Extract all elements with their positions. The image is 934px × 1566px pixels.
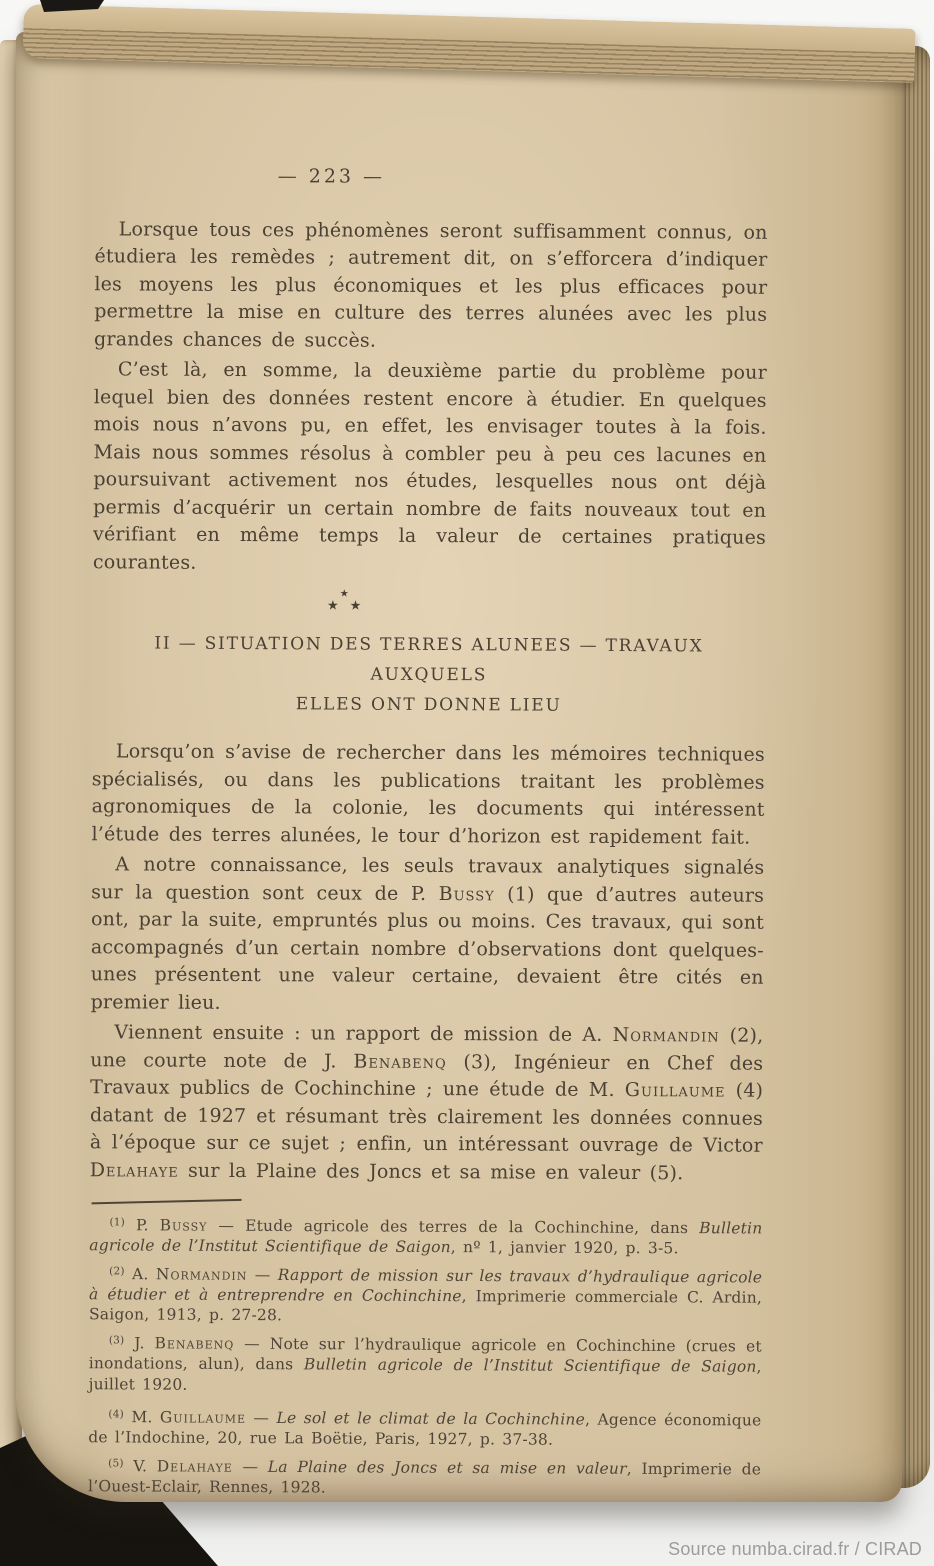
- section-heading: [92, 628, 765, 722]
- body-paragraph-5: Viennent ensuite : un rapport de mission de A. Normandin (2), une courte note de J. Benabenq (3), Ingénieur en Chef des Travaux publics de Cochinchine ; une étude de M. Guillaume (4) datant de 1927 et résumant très clairement les données connues à l’époque sur ce sujet ; enfin, un intéressant ouvrage de Victor Delahaye sur la Plaine des Joncs et sa mise en valeur (5).: [89, 1021, 764, 1184]
- footnote-3: $^{(3)}$ J. Benabenq — Note sur l’hydraulique agricole en Cochinchine (crues et inondations, alun), dans Bulletin agricole de l’Institut Scientifique de Saigon, juillet 1920.: [88, 1334, 762, 1394]
- page-number: — 223 —: [277, 165, 386, 188]
- section-heading-line2: ELLES ONT DONNE LIEU: [295, 694, 562, 716]
- body-paragraph-3: Lorsqu’on s’avise de rechercher dans les mémoires techniques spécialisés, ou dans les publications traitant les problèmes agronomiques de la colonie, les documents qui intéressent l’étude des terres alunées, le tour d’horizon est rapidement fait.: [91, 740, 765, 849]
- footnote-rule: [92, 1199, 242, 1204]
- body-paragraph-1: Lorsque tous ces phénomènes seront suffisamment connus, on étudiera les remèdes ; autrement dit, on s’efforcera d’indiquer les moyens les plus économiques et les plus efficaces pour permettre la mise en culture des terres alunées avec les plus grandes chances de succès.: [94, 217, 768, 352]
- footnote-5: $^{(5)}$ V. Delahaye — La Plaine des Joncs et sa mise en valeur, Imprimerie de l’Ouest-Eclair, Rennes, 1928.: [88, 1457, 762, 1497]
- footnote-2: $^{(2)}$ A. Normandin — Rapport de mission sur les travaux d’hydraulique agricole à étudier et à entreprendre en Cochinchine, Imprimerie commerciale C. Ardin, Saigon, 1913, p. 27-28.: [88, 1264, 763, 1325]
- footnotes-block: [88, 1200, 763, 1500]
- asterism-separator: [314, 589, 374, 613]
- asterism-top-star: ★: [339, 588, 349, 600]
- section-heading-line1: II — SITUATION DES TERRES ALUNEES — TRAVAUX AUXQUELS: [154, 633, 704, 686]
- body-paragraph-2: C’est là, en somme, la deuxième partie du problème pour lequel bien des données restent encore à étudier. En quelques mois nous n’avons pu, en effet, les envisager toutes à la fois. Mais nous sommes résolus à combler peu à peu ces lacunes en poursuivant activement nos études, lesquelles nous ont déjà permis d’acquérir un certain nombre de faits nouveaux tout en vérifiant en même temps la valeur de certaines pratiques courantes.: [92, 358, 767, 574]
- paper-surface: [16, 32, 902, 1502]
- footnote-4: $^{(4)}$ M. Guillaume — Le sol et le climat de la Cochinchine, Agence économique de l’Indochine, 20, rue La Boëtie, Paris, 1927, p. 37-38.: [88, 1408, 762, 1450]
- footnote-1: $^{(1)}$ P. Bussy — Etude agricole des terres de la Cochinchine, dans Bulletin agricole de l’Institut Scientifique de Saigon, nº 1, janvier 1920, p. 3-5.: [89, 1216, 763, 1258]
- source-attribution: Source numba.cirad.fr / CIRAD: [668, 1539, 922, 1559]
- asterism-bottom-stars: ★★: [326, 598, 373, 614]
- body-paragraph-4: A notre connaissance, les seuls travaux analytiques signalés sur la question sont ceux de P. Bussy (1) que d’autres auteurs ont, par la suite, empruntés plus ou moins. Ces travaux, qui sont accompagnés d’un certain nombre d’observations dont quelques-unes présentent une valeur certaine, devaient être cités en premier lieu.: [90, 853, 765, 1014]
- printed-page-content: [88, 162, 768, 1505]
